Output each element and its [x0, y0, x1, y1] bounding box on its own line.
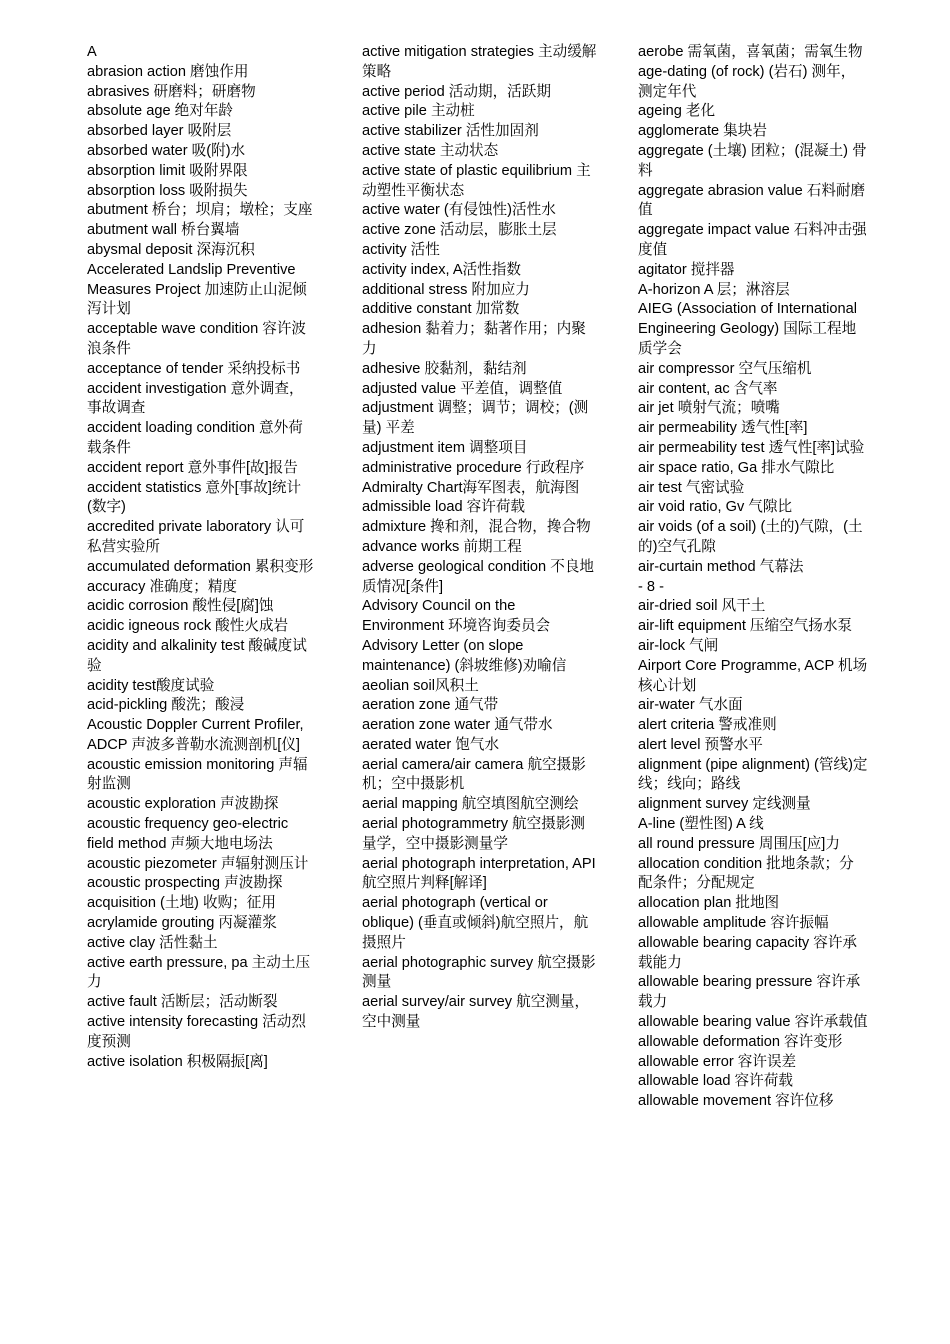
glossary-entry: air jet 喷射气流；喷嘴	[638, 400, 780, 417]
glossary-entry: active zone 活动层，膨胀土层	[362, 222, 557, 239]
glossary-entry: accumulated deformation 累积变形	[87, 558, 314, 575]
glossary-entry: absorption loss 吸附损失	[87, 182, 248, 199]
glossary-entry: alignment (pipe alignment) (管线)定线；线向；路线	[638, 756, 868, 793]
glossary-entry: acoustic prospecting 声波勘探	[87, 875, 283, 892]
glossary-entry: aerated water 饱气水	[362, 736, 500, 753]
glossary-entry: aerial camera/air camera 航空摄影机；空中摄影机	[362, 756, 586, 793]
glossary-entry: AIEG (Association of International Engineering Geology) 国际工程地质学会	[638, 301, 858, 357]
glossary-entry: additional stress 附加应力	[362, 281, 530, 298]
glossary-entry: A-horizon A 层；淋溶层	[638, 281, 790, 298]
glossary-entry: aerial survey/air survey 航空测量，空中测量	[362, 994, 590, 1031]
glossary-entry: aggregate impact value 石料冲击强度值	[638, 222, 867, 258]
glossary-entry: Airport Core Programme, ACP 机场核心计划	[638, 657, 868, 694]
glossary-entry: aerial mapping 航空填图航空测绘	[362, 796, 579, 813]
glossary-entry: allowable error 容许误差	[638, 1053, 797, 1070]
glossary-entry: acceptable wave condition 容许波浪条件	[87, 321, 307, 357]
glossary-entry: accident investigation 意外调查，事故调查	[87, 380, 304, 417]
glossary-entry: air voids (of a soil) (土的)气隙，(土的)空气孔隙	[638, 519, 863, 555]
glossary-entry: absorbed layer 吸附层	[87, 123, 232, 140]
glossary-entry: allowable bearing capacity 容许承载能力	[638, 934, 858, 971]
column-2	[362, 43, 597, 1033]
glossary-entry: aeration zone 通气带	[362, 697, 499, 714]
glossary-entry: acid-pickling 酸洗；酸浸	[87, 697, 245, 714]
glossary-entry: aggregate (土壤) 团粒；(混凝土) 骨料	[638, 142, 867, 179]
glossary-entry: acidity test酸度试验	[87, 677, 215, 694]
glossary-entry: ageing 老化	[638, 103, 716, 120]
glossary-entry: allowable deformation 容许变形	[638, 1033, 843, 1050]
glossary-entry: air-lock 气闸	[638, 637, 719, 654]
glossary-entry: allowable movement 容许位移	[638, 1093, 834, 1110]
glossary-entry: active state of plastic equilibrium 主动塑性平衡状态	[362, 162, 591, 199]
glossary-entry: aeolian soil风积土	[362, 677, 479, 694]
glossary-entry: air compressor 空气压缩机	[638, 360, 812, 377]
glossary-entry: active pile 主动桩	[362, 103, 475, 120]
glossary-entry: active state 主动状态	[362, 142, 499, 159]
glossary-entry: aerial photograph (vertical or oblique) (垂直或倾斜)航空照片，航摄照片	[362, 895, 589, 951]
glossary-entry: aerial photogrammetry 航空摄影测量学，空中摄影测量学	[362, 816, 586, 852]
glossary-entry: absorption limit 吸附界限	[87, 162, 248, 179]
glossary-entry: aggregate abrasion value 石料耐磨值	[638, 182, 866, 219]
column-3	[638, 43, 868, 1112]
section-letter-heading: A	[87, 44, 97, 60]
glossary-entry: acidic igneous rock 酸性火成岩	[87, 618, 289, 635]
glossary-entry: - 8 -	[638, 578, 664, 595]
glossary-entry: adhesive 胶黏剂，黏结剂	[362, 360, 527, 377]
glossary-entry: active stabilizer 活性加固剂	[362, 123, 539, 140]
glossary-entry: accuracy 准确度；精度	[87, 578, 238, 595]
glossary-entry: abutment 桥台；坝肩；墩栓；支座	[87, 202, 313, 219]
glossary-entry: acoustic piezometer 声辐射测压计	[87, 855, 309, 872]
glossary-entry: acidic corrosion 酸性侵[腐]蚀	[87, 598, 274, 615]
glossary-entry: acidity and alkalinity test 酸碱度试验	[87, 637, 307, 674]
glossary-entry: adhesion 黏着力；黏著作用；内聚力	[362, 321, 586, 357]
glossary-entry: Accelerated Landslip Preventive Measures Project 加速防止山泥倾泻计划	[87, 261, 307, 318]
glossary-entry: alignment survey 定线测量	[638, 796, 811, 813]
glossary-entry: absorbed water 吸(附)水	[87, 142, 246, 159]
glossary-entry: absolute age 绝对年龄	[87, 103, 234, 120]
glossary-entry: acceptance of tender 采纳投标书	[87, 360, 301, 377]
glossary-entry: abrasion action 磨蚀作用	[87, 63, 249, 80]
glossary-entry: active isolation 积极隔振[离]	[87, 1053, 268, 1070]
glossary-entry: allowable amplitude 容许振幅	[638, 915, 829, 932]
glossary-entry: accident report 意外事件[故]报告	[87, 459, 298, 476]
glossary-entry: accident loading condition 意外荷载条件	[87, 420, 303, 456]
glossary-entry: air void ratio, Gv 气隙比	[638, 499, 793, 516]
glossary-entry: active fault 活断层；活动断裂	[87, 994, 278, 1011]
glossary-entry: air content, ac 含气率	[638, 380, 778, 397]
glossary-entry: active period 活动期，活跃期	[362, 83, 551, 100]
glossary-entry: active earth pressure, pa 主动土压力	[87, 954, 311, 991]
glossary-entry: adjustment item 调整项目	[362, 439, 528, 456]
glossary-entry: activity 活性	[362, 241, 440, 258]
glossary-entry: aerobe 需氧菌，喜氧菌；需氧生物	[638, 44, 863, 60]
glossary-entry: abysmal deposit 深海沉积	[87, 241, 255, 258]
glossary-entry: adjusted value 平差值，调整值	[362, 380, 563, 397]
glossary-entry: acquisition (土地) 收购；征用	[87, 895, 276, 912]
glossary-entry: allocation condition 批地条款；分配条件；分配规定	[638, 855, 854, 892]
glossary-entry: A-line (塑性图) A 线	[638, 816, 764, 833]
glossary-entry: all round pressure 周围压[应]力	[638, 835, 840, 852]
glossary-entry: allowable load 容许荷载	[638, 1073, 793, 1090]
column-1	[87, 43, 317, 1072]
glossary-entry: air space ratio, Ga 排水气隙比	[638, 459, 835, 476]
glossary-entry: advance works 前期工程	[362, 538, 522, 555]
glossary-entry: aerial photographic survey 航空摄影测量	[362, 954, 596, 991]
glossary-entry: active mitigation strategies 主动缓解策略	[362, 44, 597, 80]
glossary-entry: acrylamide grouting 丙凝灌浆	[87, 915, 277, 932]
glossary-entry: air-curtain method 气幕法	[638, 558, 804, 575]
glossary-entry: admixture 搀和剂，混合物，搀合物	[362, 519, 591, 536]
glossary-entry: adverse geological condition 不良地质情况[条件]	[362, 558, 595, 595]
glossary-entry: active intensity forecasting 活动烈度预测	[87, 1014, 306, 1050]
glossary-entry: active clay 活性黏土	[87, 934, 218, 951]
glossary-entry: accredited private laboratory 认可私营实验所	[87, 519, 305, 555]
glossary-entry: allowable bearing pressure 容许承载力	[638, 974, 861, 1011]
glossary-entry: adjustment 调整；调节；调校；(测量) 平差	[362, 400, 589, 437]
glossary-entry: aeration zone water 通气带水	[362, 717, 553, 734]
glossary-entry: Advisory Letter (on slope maintenance) (斜坡维修)劝喻信	[362, 637, 567, 674]
glossary-entry: Admiralty Chart海军图表，航海图	[362, 479, 580, 496]
glossary-entry: administrative procedure 行政程序	[362, 459, 585, 476]
glossary-entry: activity index, A活性指数	[362, 261, 521, 278]
glossary-entry: air-water 气水面	[638, 697, 743, 714]
glossary-entry: active water (有侵蚀性)活性水	[362, 202, 556, 219]
glossary-entry: air-lift equipment 压缩空气扬水泵	[638, 618, 853, 635]
glossary-entry: aerial photograph interpretation, API 航空照片判释[解译]	[362, 855, 596, 892]
glossary-entry: allocation plan 批地图	[638, 895, 780, 912]
glossary-entry: agglomerate 集块岩	[638, 123, 767, 140]
glossary-entry: admissible load 容许荷载	[362, 499, 526, 516]
glossary-entry: agitator 搅拌器	[638, 261, 735, 278]
glossary-entry: acoustic frequency geo-electric field method 声频大地电场法	[87, 816, 289, 852]
glossary-entry: air test 气密试验	[638, 479, 745, 496]
glossary-entry: additive constant 加常数	[362, 301, 520, 318]
glossary-entry: accident statistics 意外[事故]统计(数字)	[87, 479, 302, 516]
glossary-entry: alert level 预警水平	[638, 736, 763, 753]
glossary-entry: Advisory Council on the Environment 环境咨询委员会	[362, 598, 551, 635]
glossary-entry: air permeability 透气性[率]	[638, 420, 808, 437]
glossary-entry: age-dating (of rock) (岩石) 测年，测定年代	[638, 63, 856, 100]
glossary-entry: Acoustic Doppler Current Profiler, ADCP 声波多普勒水流测剖机[仪]	[87, 717, 304, 753]
glossary-entry: abutment wall 桥台翼墙	[87, 222, 240, 239]
glossary-entry: abrasives 研磨料；研磨物	[87, 83, 256, 100]
glossary-entry: allowable bearing value 容许承载值	[638, 1014, 868, 1031]
glossary-entry: alert criteria 警戒准则	[638, 717, 777, 734]
glossary-entry: air-dried soil 风干土	[638, 598, 766, 615]
glossary-entry: acoustic emission monitoring 声辐射监测	[87, 756, 308, 793]
glossary-entry: air permeability test 透气性[率]试验	[638, 439, 865, 456]
glossary-entry: acoustic exploration 声波勘探	[87, 796, 279, 813]
